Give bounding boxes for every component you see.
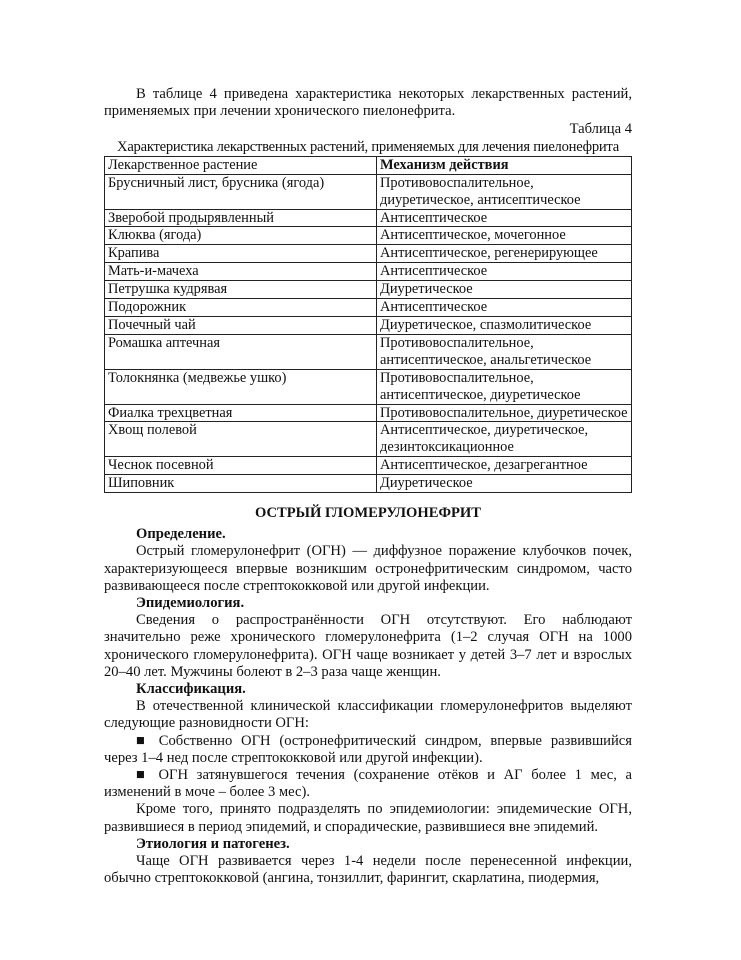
plant-name-cell: Крапива — [105, 245, 377, 263]
definition-text: Острый гломерулонефрит (ОГН) — диффузное поражение клубочков почек, характеризующееся впервые возникшим остронефритическим синдромом, часто развивающееся после стрептококковой или другой инфекции. — [104, 543, 632, 594]
table-row — [105, 263, 632, 281]
plant-name-cell: Петрушка кудрявая — [105, 281, 377, 299]
table-row — [105, 475, 632, 493]
plant-name-cell: Мать-и-мачеха — [105, 263, 377, 281]
epidemiology-text: Сведения о распространённости ОГН отсутствуют. Его наблюдают значительно реже хронического гломерулонефрита (1–2 случая ОГН на 1000 хронического гломерулонефрита). ОГН чаще возникает у детей 3–7 лет и взрослых 20–40 лет. Мужчины болеют в 2–3 раза чаще женщин. — [104, 612, 632, 680]
mechanism-cell: Антисептическое, регенерирующее — [377, 245, 632, 263]
mechanism-cell: Противовоспалительное, диуретическое — [377, 404, 632, 422]
table-caption: Характеристика лекарственных растений, применяемых для лечения пиелонефрита — [117, 138, 619, 155]
etiology-heading: Этиология и патогенез. — [136, 835, 290, 852]
mechanism-cell: Антисептическое, мочегонное — [377, 227, 632, 245]
table-row — [105, 334, 632, 369]
mechanism-cell: Антисептическое, дезагрегантное — [377, 457, 632, 475]
section-title: ОСТРЫЙ ГЛОМЕРУЛОНЕФРИТ — [254, 505, 482, 522]
plant-name-cell: Шиповник — [105, 475, 377, 493]
document-page — [104, 86, 632, 888]
table-row — [105, 316, 632, 334]
classification-heading: Классификация. — [136, 681, 246, 698]
mechanism-cell: Антисептическое — [377, 263, 632, 281]
mechanism-cell: Диуретическое, спазмолитическое — [377, 316, 632, 334]
table-row — [105, 299, 632, 317]
table-row — [105, 227, 632, 245]
table-row — [105, 245, 632, 263]
mechanism-cell: Диуретическое — [377, 475, 632, 493]
mechanism-cell: Антисептическое — [377, 299, 632, 317]
plant-name-cell: Ромашка аптечная — [105, 334, 377, 369]
etiology-text: Чаще ОГН развивается через 1-4 недели после перенесенной инфекции, обычно стрептококковой (ангина, тонзиллит, фарингит, скарлатина, пиодермия, — [104, 853, 632, 887]
table-row — [105, 174, 632, 209]
mechanism-cell: Антисептическое — [377, 209, 632, 227]
header-mechanism: Механизм действия — [377, 156, 632, 174]
table-row — [105, 369, 632, 404]
classification-text: В отечественной клинической классификации гломерулонефритов выделяют следующие разновидности ОГН: — [104, 698, 632, 732]
mechanism-cell: Противовоспалительное, антисептическое, анальгетическое — [377, 334, 632, 369]
table-header-row — [105, 156, 632, 174]
table-body — [105, 174, 632, 492]
classification-item: ■ ОГН затянувшегося течения (сохранение отёков и АГ более 1 мес, а изменений в моче – более 3 мес). — [104, 767, 632, 801]
table-row — [105, 404, 632, 422]
table-row — [105, 209, 632, 227]
table-number: Таблица 4 — [569, 121, 632, 138]
plant-name-cell: Фиалка трехцветная — [105, 404, 377, 422]
table-row — [105, 457, 632, 475]
intro-paragraph: В таблице 4 приведена характеристика некоторых лекарственных растений, применяемых при лечении хронического пиелонефрита. — [104, 86, 632, 120]
header-plant: Лекарственное растение — [105, 156, 377, 174]
classification-item: ■ Собственно ОГН (остронефритический синдром, впервые развившийся через 1–4 нед после стрептококковой или другой инфекции). — [104, 732, 632, 766]
table-row — [105, 281, 632, 299]
definition-heading: Определение. — [136, 526, 226, 543]
mechanism-cell: Противовоспалительное, антисептическое, диуретическое — [377, 369, 632, 404]
plant-name-cell: Брусничный лист, брусника (ягода) — [105, 174, 377, 209]
mechanism-cell: Антисептическое, диуретическое, дезинтоксикационное — [377, 422, 632, 457]
classification-extra: Кроме того, принято подразделять по эпидемиологии: эпидемические ОГН, развившиеся в период эпидемий, и спорадические, развившиеся вне эпидемий. — [104, 801, 632, 835]
plant-name-cell: Зверобой продырявленный — [105, 209, 377, 227]
plant-name-cell: Клюква (ягода) — [105, 227, 377, 245]
plant-name-cell: Подорожник — [105, 299, 377, 317]
table-row — [105, 422, 632, 457]
plants-table — [104, 156, 632, 493]
plant-name-cell: Толокнянка (медвежье ушко) — [105, 369, 377, 404]
plant-name-cell: Чеснок посевной — [105, 457, 377, 475]
mechanism-cell: Диуретическое — [377, 281, 632, 299]
mechanism-cell: Противовоспалительное, диуретическое, антисептическое — [377, 174, 632, 209]
plant-name-cell: Почечный чай — [105, 316, 377, 334]
plant-name-cell: Хвощ полевой — [105, 422, 377, 457]
epidemiology-heading: Эпидемиология. — [136, 595, 245, 612]
